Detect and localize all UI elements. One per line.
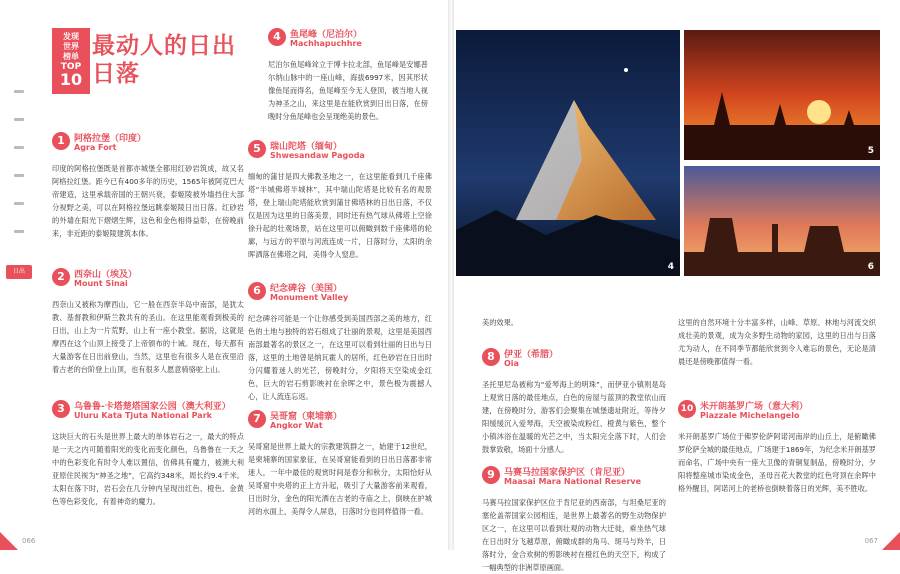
section-head — [268, 28, 428, 58]
badge-number: 10 — [59, 70, 83, 89]
page-number-right: 067 — [864, 537, 878, 545]
section-title-zh: 马赛马拉国家保护区（肯尼亚） — [504, 468, 631, 478]
section-body: 圣托里尼岛被称为“爱琴海上的明珠”，而伊亚小镇则是岛上观赏日落的最佳地点，白色的房屋与蓝顶的教堂依山而建，在傍晚时分，游客们会聚集在城堡遗址附近，等待夕阳缓缓沉入爱琴海，天空被染成粉红、橙黄与紫色，整个小镇沐浴在温暖的光芒之中，当太阳完全落下时，人们会鼓掌致敬，场面十分感人。 — [482, 380, 666, 454]
section-body: 这块巨大的石头是世界上最大的单体岩石之一，最大的特点是一天之内可随着阳光的变化而变化颜色，乌鲁鲁在一天之中的色彩变化有时令人难以置信，仿佛具有魔力，被澳大利亚原住民视为“神圣之地”，它高约348米，周长约9.4千米。太阳在落下时，岩石会在几分钟内呈现出红色、橙色、金黄色等色彩变化，有着神奇的魔力。 — [52, 432, 244, 506]
photo-number: 6 — [867, 262, 874, 272]
section-body: 尼泊尔鱼尾峰耸立于博卡拉北部，鱼尾峰是安娜普尔纳山脉中的一座山峰，海拔6997米，因其形状像鱼尾而得名，鱼尾峰至今无人登顶，被当地人视为神圣之山，来这里是在能欣赏到日出日落，在傍晚时分鱼尾峰也会呈现绝美的景色。 — [268, 60, 428, 121]
section-head — [678, 400, 876, 430]
section-title-en: Oia — [504, 359, 519, 368]
section-10 — [678, 400, 876, 495]
section-7 — [248, 410, 432, 518]
section-head — [248, 282, 432, 312]
section-title-zh: 阿格拉堡（印度） — [74, 134, 147, 144]
section-body: 西奈山又被称为摩西山，它一般在西奈半岛中南部，是犹太教、基督教和伊斯兰教共有的圣山。在这里能观看到极美的日出，山上为一片荒野，山上有一座小教堂。据说，这就是摩西在这个山顶上接受了上帝颁布的十诫。现在，每天都有大量游客在日出前登山，当然，这里也有很多人是在夜里沿着古老的台阶登上山顶，也有很多人愿意骑骆驼上山。 — [52, 300, 244, 374]
section-4 — [268, 28, 428, 123]
section-number: 10 — [678, 400, 696, 418]
strip-marker — [14, 90, 24, 93]
section-title-en: Agra Fort — [74, 143, 117, 152]
section-number: 1 — [52, 132, 70, 150]
page-gutter — [448, 0, 454, 550]
badge-line: 世界 — [63, 42, 79, 51]
section-title-zh: 瑞山陀塔（缅甸） — [270, 142, 343, 152]
section-head — [248, 410, 432, 440]
strip-marker — [14, 146, 24, 149]
section-title-en: Uluru Kata Tjuta National Park — [74, 411, 212, 420]
top10-badge — [52, 28, 90, 94]
section-title-en: Shwesandaw Pagoda — [270, 151, 365, 160]
section-title-zh: 西奈山（埃及） — [74, 270, 138, 280]
section-5 — [248, 140, 432, 261]
section-title-zh: 纪念碑谷（美国） — [270, 284, 343, 294]
mesa-illustration — [684, 166, 880, 276]
strip-tag: 日出 — [6, 265, 32, 279]
section-body: 米开朗基罗广场位于佛罗伦萨阿诺河南岸的山丘上，是俯瞰佛罗伦萨全城的最佳地点，广场建于1869年，为纪念米开朗基罗而命名，广场中央有一座大卫像的青铜复制品，傍晚时分，夕阳将整座城市染成金色，圣母百花大教堂的红色穹顶在余晖中格外醒目，阿诺河上的老桥也倒映着落日的光辉，美不胜收。 — [678, 432, 876, 493]
continued-text-col4 — [678, 316, 876, 368]
section-2 — [52, 268, 244, 376]
section-6 — [248, 282, 432, 403]
section-9 — [482, 466, 666, 572]
section-number: 9 — [482, 466, 500, 484]
section-number: 7 — [248, 410, 266, 428]
badge-line: 发现 — [63, 32, 79, 41]
section-head — [52, 132, 244, 162]
section-title-en: Monument Valley — [270, 293, 349, 302]
section-body: 马赛马拉国家保护区位于肯尼亚的西南部，与坦桑尼亚的塞伦盖蒂国家公园相连，是世界上最著名的野生动物保护区之一，在这里可以看到壮观的动物大迁徙，乘坐热气球在日出时分飞越草原，俯瞰成群的角马、斑马与羚羊，日落时分，金合欢树的剪影映衬在橙红色的天空下，构成了一幅典型的非洲草原画面。 — [482, 498, 666, 572]
section-head — [482, 348, 666, 378]
section-title-zh: 乌鲁鲁-卡塔楚塔国家公园（澳大利亚） — [74, 402, 231, 412]
continued-text-col3 — [482, 316, 666, 329]
section-number: 8 — [482, 348, 500, 366]
section-number: 2 — [52, 268, 70, 286]
monument-valley-photo — [684, 166, 880, 276]
section-head — [482, 466, 666, 496]
section-title-en: Piazzale Michelangelo — [700, 411, 800, 420]
section-head — [248, 140, 432, 170]
section-body: 缅甸的蒲甘是四大佛教圣地之一，在这里能看到几千座佛塔“半城佛塔半城林”，其中瑞山陀塔是比较有名的观景塔，登上瑞山陀塔能欣赏到蒲甘佛塔林的日出日落，不仅仅是因为这里的日落美景，同时还有热气球从佛塔上空徐徐升起的壮观场景，站在这里可以俯瞰到数千座佛塔的轮廓，与远方的平原与河流连成一片，日落时分，太阳的余晖洒落在佛塔之间，美得令人窒息。 — [248, 172, 432, 259]
margin-nav-strip — [0, 80, 40, 290]
section-number: 3 — [52, 400, 70, 418]
section-head — [52, 400, 244, 430]
strip-marker — [14, 202, 24, 205]
section-title-en: Maasai Mara National Reserve — [504, 477, 642, 486]
photo-number: 4 — [667, 262, 674, 272]
section-title-en: Angkor Wat — [270, 421, 323, 430]
badge-line: TOP — [60, 62, 82, 72]
section-title-zh: 米开朗基罗广场（意大利） — [700, 402, 809, 412]
badge-line: 榜单 — [63, 52, 79, 61]
continued-body: 这里的自然环境十分丰富多样，山峰、草原、林地与河流交织成壮美的景观，成为众多野生动物的家园，这里的日出与日落尤为动人，在不同季节都能欣赏到令人难忘的景色，无论是清晨还是傍晚都值得一看。 — [678, 318, 876, 366]
section-body: 吴哥窟是世界上最大的宗教建筑群之一，始建于12世纪，是柬埔寨的国家象征，在吴哥窟能看到的日出日落都非常迷人，一年中最佳的观赏时间是春分和秋分，太阳恰好从吴哥窟中央塔的正上方升起，吸引了大量游客前来观看，日出时分，金色的阳光洒在古老的寺庙之上，倒映在护城河的水面上，美得令人屏息，日落时分也同样值得一看。 — [248, 442, 432, 516]
section-body: 印度的阿格拉堡既是首都亦城堡全都用红砂岩筑成，故又名阿格拉红堡。距今已有400多年的历史，1565年被阿克巴大帝建造，这里承载帝国的王朝兴衰，泰姬陵被外墙挡住大部分视野之美，可以在阿格拉堡远眺泰姬陵日出日落。红砂岩的外墙在阳光下熠熠生辉，这色和金色相得益彰，在傍晚前来，非近距的泰姬陵建筑本体。 — [52, 164, 244, 238]
page-corner-accent — [0, 532, 18, 550]
strip-marker — [14, 230, 24, 233]
section-title-zh: 吴哥窟（柬埔寨） — [270, 412, 343, 422]
page-title: 最动人的日出日落 — [92, 33, 236, 87]
page-corner-accent — [882, 532, 900, 550]
section-title-zh: 伊亚（希腊） — [504, 350, 559, 360]
section-title-en: Machhapuchhre — [290, 39, 362, 48]
section-title-en: Mount Sinai — [74, 279, 128, 288]
section-title-zh: 鱼尾峰（尼泊尔） — [290, 30, 363, 40]
page-number-left: 066 — [22, 537, 36, 545]
section-number: 6 — [248, 282, 266, 300]
section-number: 4 — [268, 28, 286, 46]
photo-number: 5 — [867, 146, 874, 156]
section-head — [52, 268, 244, 298]
mountain-illustration — [456, 30, 680, 276]
section-number: 5 — [248, 140, 266, 158]
strip-marker — [14, 118, 24, 121]
bagan-pagoda-photo — [684, 30, 880, 160]
section-8 — [482, 348, 666, 456]
machhapuchhre-photo — [456, 30, 680, 276]
section-3 — [52, 400, 244, 508]
section-body: 纪念碑谷可能是一个让你感受到美国西部之美的地方，红色的土地与独特的岩石组成了壮丽的景观，这里是美国西南部最著名的景区之一，在这里可以看到壮丽的日出与日落，这里的土地曾是纳瓦霍人的居所，红色砂岩在日出时分闪耀着迷人的光芒，傍晚时分，夕阳将天空染成金红色，巨大的岩石剪影映衬在余晖之中，景色极为震撼人心，让人流连忘返。 — [248, 314, 432, 401]
continued-body: 美的效果。 — [482, 318, 518, 327]
sunset-pagoda-illustration — [684, 30, 880, 160]
section-1 — [52, 132, 244, 240]
strip-marker — [14, 174, 24, 177]
